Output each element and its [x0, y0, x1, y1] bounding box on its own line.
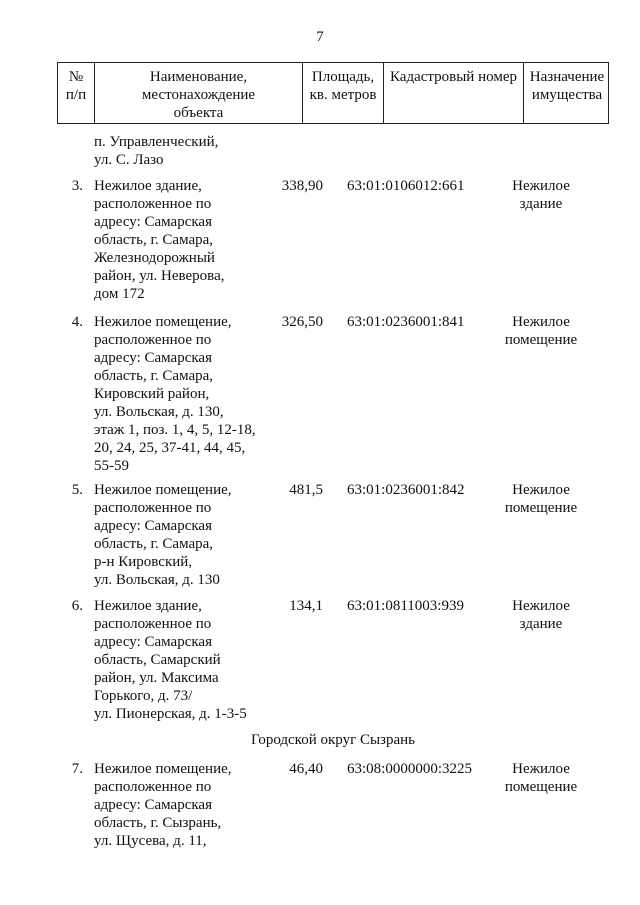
header-area: Площадь, кв. метров — [303, 63, 384, 123]
table-header — [57, 62, 609, 124]
cadastral-number: 63:08:0000000:3225 — [347, 761, 473, 777]
object-purpose: Нежилое здание — [512, 598, 570, 632]
row-number: 5. — [71, 482, 83, 498]
object-purpose: Нежилое помещение — [504, 482, 578, 516]
object-area: 134,1 — [289, 598, 323, 614]
row-number: 4. — [71, 314, 83, 330]
object-name: Нежилое здание, расположенное по адресу: Самарская область, Самарский район, ул. Максима Горького, д. 73/ ул. Пионерская, д. 1-3-5 — [94, 598, 247, 722]
object-area: 481,5 — [289, 482, 323, 498]
object-area: 338,90 — [281, 178, 323, 194]
header-cadastral: Кадастровый номер — [384, 63, 524, 123]
cadastral-number: 63:01:0811003:939 — [347, 598, 464, 614]
cadastral-number: 63:01:0236001:841 — [347, 314, 465, 330]
row-number: 7. — [71, 761, 83, 777]
header-purpose: Назначение имущества — [529, 69, 605, 103]
object-name: Нежилое помещение, расположенное по адресу: Самарская область, г. Самара, р-н Кировский, ул. Вольская, д. 130 — [94, 482, 232, 588]
row-number: 6. — [71, 598, 83, 614]
object-name: Нежилое помещение, расположенное по адресу: Самарская область, г. Самара, Кировский район, ул. Вольская, д. 130, этаж 1, поз. 1, 4, 5, 12-18, 20, 24, 25, 37-41, 44, 45, 55-59 — [94, 314, 256, 474]
row-number: 3. — [71, 178, 83, 194]
header-name: Наименование, местонахождение объекта — [95, 63, 303, 123]
object-name: Нежилое здание, расположенное по адресу: Самарская область, г. Самара, Железнодорожный район, ул. Неверова, дом 172 — [94, 178, 225, 302]
cadastral-number: 63:01:0236001:842 — [347, 482, 465, 498]
object-purpose: Нежилое здание — [512, 178, 570, 212]
page-number: 7 — [316, 29, 324, 45]
object-area: 326,50 — [281, 314, 323, 330]
cadastral-number: 63:01:0106012:661 — [347, 178, 465, 194]
object-name: п. Управленческий, ул. С. Лазо — [94, 134, 219, 168]
object-purpose: Нежилое помещение — [504, 314, 578, 348]
object-purpose: Нежилое помещение — [504, 761, 578, 795]
object-name: Нежилое помещение, расположенное по адресу: Самарская область, г. Сызрань, ул. Щусева, д. 11, — [94, 761, 232, 849]
header-num: № п/п — [58, 63, 95, 123]
object-area: 46,40 — [289, 761, 323, 777]
section-title: Городской округ Сызрань — [250, 732, 416, 748]
